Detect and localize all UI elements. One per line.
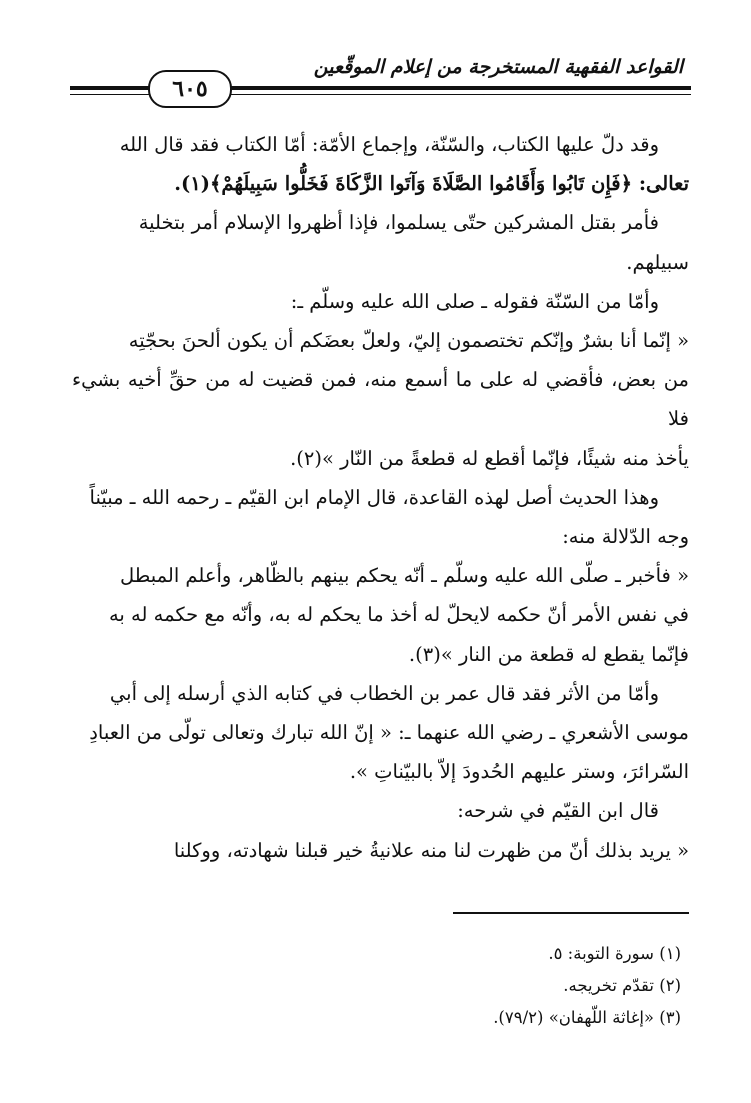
quote-line: فإنّما يقطع له قطعة من النار »(٣). bbox=[408, 642, 689, 666]
text-line: السّرائرَ، وستر عليهم الحُدودَ إلاّ بالبيّناتِ ». bbox=[349, 760, 689, 784]
text-line: وهذا الحديث أصل لهذه القاعدة، قال الإمام ابن القيّم ـ رحمه الله ـ مبيّناً bbox=[89, 485, 659, 509]
footnotes bbox=[72, 938, 681, 1034]
text-line: وأمّا من الأثر فقد قال عمر بن الخطاب في كتابه الذي أرسله إلى أبي bbox=[109, 681, 659, 705]
footnote: (٣) «إغاثة اللّهفان» (٧٩/٢). bbox=[493, 1008, 681, 1027]
quran-verse-line: تعالى: ﴿فَإِن تَابُوا وَأَقَامُوا الصَّلَاةَ وَآتَوا الزَّكَاةَ فَخَلُّوا سَبِيلَهُمْ﴾(١). bbox=[174, 172, 689, 196]
text-line: سبيلهم. bbox=[626, 250, 689, 274]
text-line: فأمر بقتل المشركين حتّى يسلموا، فإذا أظهروا الإسلام أمر بتخلية bbox=[138, 211, 659, 235]
text-line: وأمّا من السّنّة فقوله ـ صلى الله عليه وسلّم ـ: bbox=[290, 289, 659, 313]
hadith-line: « إنّما أنا بشرٌ وإنّكم تختصمون إليّ، ولعلّ بعضَكم أن يكون ألحنَ بحجّتِه bbox=[128, 329, 689, 353]
quote-line: « فأخبر ـ صلّى الله عليه وسلّم ـ أنّه يحكم بينهم بالظّاهر، وأعلم المبطل bbox=[119, 564, 689, 588]
page-header bbox=[70, 52, 691, 102]
text-line: وقد دلّ عليها الكتاب، والسّنّة، وإجماع الأمّة: أمّا الكتاب فقد قال الله bbox=[119, 133, 659, 156]
quote-line: « يريد بذلك أنّ من ظهرت لنا منه علانيةُ خير قبلنا شهادته، ووكلنا bbox=[173, 838, 689, 862]
main-text bbox=[72, 125, 689, 870]
hadith-line: يأخذ منه شيئًا، فإنّما أقطع له قطعةً من النّار »(٢). bbox=[290, 446, 689, 470]
text-line: موسى الأشعري ـ رضي الله عنهما ـ: « إنّ الله تبارك وتعالى تولّى من العبادِ bbox=[89, 721, 689, 745]
footnote-separator bbox=[453, 912, 689, 914]
footnote: (٢) تقدّم تخريجه. bbox=[563, 976, 681, 995]
text-line: قال ابن القيّم في شرحه: bbox=[457, 799, 659, 823]
footnote: (١) سورة التوبة: ٥. bbox=[548, 944, 681, 963]
text-line: وجه الدّلالة منه: bbox=[562, 525, 689, 549]
quote-line: في نفس الأمر أنّ حكمه لايحلّ له أخذ ما يحكم له به، وأنّه مع حكمه له به bbox=[108, 603, 689, 627]
page-number-badge: ٦٠٥ bbox=[148, 70, 232, 108]
hadith-line: من بعض، فأقضي له على ما أسمع منه، فمن قضيت له من حقِّ أخيه بشيء فلا bbox=[72, 368, 689, 431]
running-title: القواعد الفقهية المستخرجة من إعلام الموقّعين bbox=[313, 56, 683, 78]
